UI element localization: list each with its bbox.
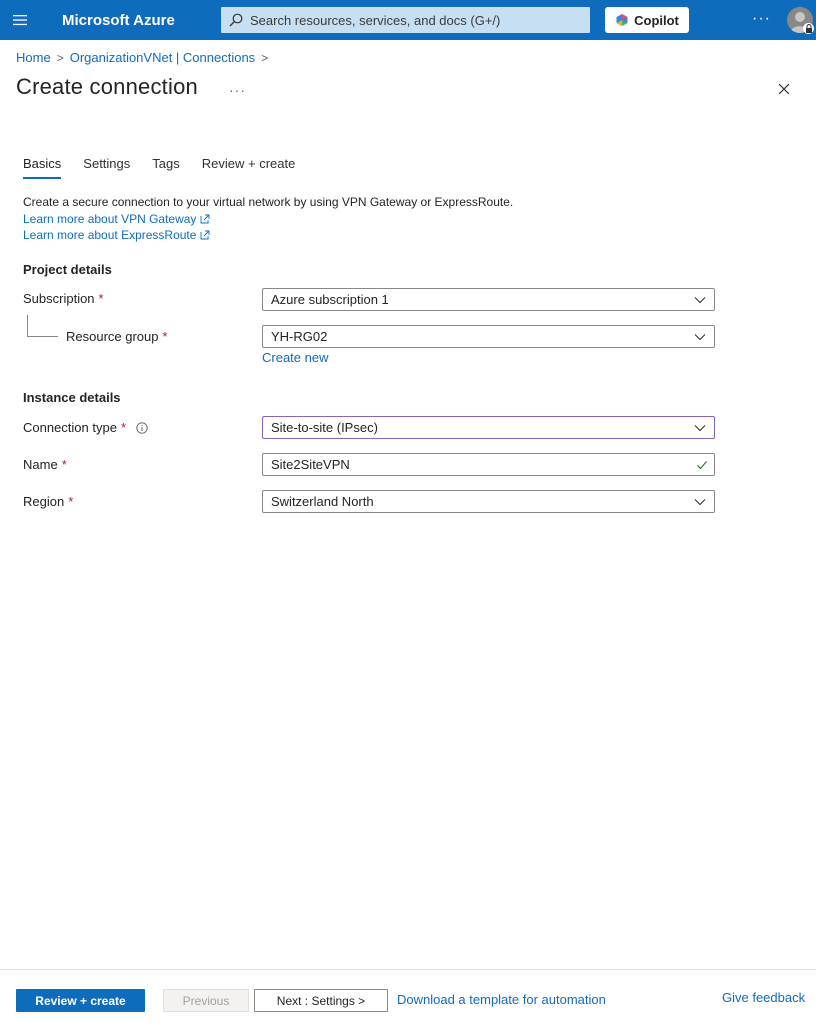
hamburger-menu-icon[interactable] [0, 0, 40, 40]
external-link-icon [200, 230, 210, 240]
next-settings-button[interactable]: Next : Settings > [254, 989, 388, 1012]
tab-basics[interactable]: Basics [23, 156, 61, 179]
page-title: Create connection [16, 74, 198, 99]
project-details-heading: Project details [23, 262, 112, 277]
connection-type-dropdown[interactable] [262, 416, 715, 439]
hierarchy-connector-line [27, 315, 58, 337]
learn-more-vpn-label: Learn more about VPN Gateway [23, 211, 197, 226]
intro-section [23, 194, 513, 244]
app-title[interactable]: Microsoft Azure [62, 11, 175, 29]
name-label-text: Name [23, 457, 58, 472]
connection-type-value: Site-to-site (IPsec) [271, 420, 378, 435]
region-label [23, 494, 73, 509]
chevron-down-icon [694, 497, 706, 507]
name-label [23, 457, 67, 472]
close-icon[interactable] [776, 81, 792, 97]
learn-more-expressroute-link[interactable] [23, 227, 210, 244]
chevron-down-icon [694, 332, 706, 342]
search-input[interactable] [250, 13, 570, 28]
tab-review-create[interactable]: Review + create [201, 156, 296, 171]
subscription-label [23, 291, 104, 306]
more-options-icon[interactable]: ··· [752, 10, 771, 27]
subscription-dropdown[interactable] [262, 288, 715, 311]
required-marker: * [162, 329, 168, 344]
info-icon[interactable] [136, 422, 148, 434]
learn-more-expressroute-label: Learn more about ExpressRoute [23, 228, 197, 242]
copilot-icon [615, 13, 629, 27]
required-marker: * [120, 420, 127, 435]
give-feedback-link[interactable]: Give feedback [722, 990, 806, 1005]
region-dropdown[interactable] [262, 490, 715, 513]
required-marker: * [98, 291, 104, 306]
learn-more-vpn-gateway-link[interactable] [23, 211, 210, 228]
subscription-value: Azure subscription 1 [271, 292, 389, 307]
resource-group-label-text: Resource group [66, 329, 159, 344]
resource-group-value: YH-RG02 [271, 329, 328, 344]
intro-description: Create a secure connection to your virtual network by using VPN Gateway or ExpressRoute. [23, 195, 514, 209]
footer-action-bar [0, 969, 816, 1024]
chevron-down-icon [694, 295, 706, 305]
wizard-tabs [23, 156, 317, 179]
subscription-label-text: Subscription [23, 291, 95, 306]
tab-settings[interactable]: Settings [83, 156, 131, 171]
review-create-button[interactable]: Review + create [16, 989, 145, 1012]
external-link-icon [200, 214, 210, 224]
copilot-label: Copilot [634, 12, 679, 28]
checkmark-icon [696, 459, 708, 471]
tab-tags[interactable]: Tags [152, 156, 180, 171]
breadcrumb-separator: > [56, 50, 64, 65]
create-new-resource-group-link[interactable]: Create new [262, 350, 329, 365]
global-search-box[interactable] [221, 7, 590, 33]
breadcrumb-vnet-connections[interactable]: OrganizationVNet | Connections [69, 50, 256, 65]
breadcrumb-separator: > [261, 50, 269, 65]
download-template-link[interactable]: Download a template for automation [397, 992, 606, 1007]
required-marker: * [68, 494, 74, 509]
resource-group-label [66, 329, 168, 344]
breadcrumb-home[interactable]: Home [16, 50, 51, 65]
lock-icon [803, 23, 814, 34]
region-value: Switzerland North [271, 494, 374, 509]
search-icon [229, 13, 243, 27]
region-label-text: Region [23, 494, 65, 509]
required-marker: * [61, 457, 67, 472]
instance-details-heading: Instance details [23, 390, 121, 405]
name-value: Site2SiteVPN [271, 457, 350, 472]
chevron-down-icon [694, 423, 706, 433]
connection-type-label-text: Connection type [23, 420, 117, 435]
copilot-button[interactable] [605, 7, 689, 33]
name-input[interactable] [262, 453, 715, 476]
previous-button: Previous [163, 989, 249, 1012]
breadcrumb [16, 50, 274, 65]
resource-group-dropdown[interactable] [262, 325, 715, 348]
connection-type-label [23, 420, 148, 435]
title-more-options-icon[interactable]: ··· [229, 82, 246, 98]
